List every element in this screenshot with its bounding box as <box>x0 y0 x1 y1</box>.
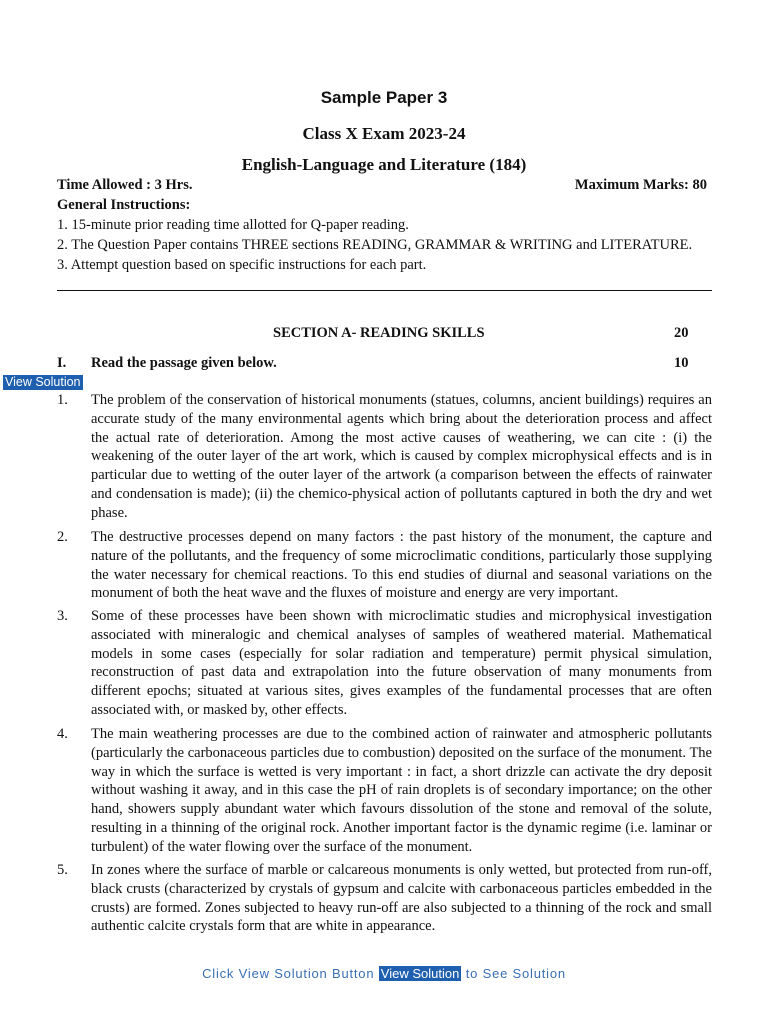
footer-text-after: to See Solution <box>461 966 566 981</box>
footer-text-before: Click View Solution Button <box>202 966 379 981</box>
subject-title: English-Language and Literature (184) <box>241 155 527 174</box>
paragraph-number: 2. <box>57 529 68 545</box>
paragraph-text: The problem of the conservation of historical monuments (statues, columns, ancient buildings) requires an accurate study of the many environmental agents which bring about the deterioration process and affect the actual rate of deterioration. Among the most active causes of weathering, we can cite : (i) the weakening of the outer layer of the art work, which is caused by complex microphysical effects and is in particular due to wetting of the outer layer of the artwork (a comparison between the effects of rainwater and condensation is made); (ii) the chemico-physical action of pollutants captured in both the dry and wet phase. <box>91 392 712 521</box>
general-instructions-heading: General Instructions: <box>57 197 191 213</box>
passage-paragraph <box>57 725 712 857</box>
view-solution-button-footer[interactable]: View Solution <box>380 966 460 981</box>
time-allowed: Time Allowed : 3 Hrs. <box>57 177 193 193</box>
section-marks: 20 <box>674 325 689 341</box>
footer-hint <box>0 966 768 981</box>
exam-meta-row <box>57 177 707 194</box>
paragraph-text: The destructive processes depend on many factors : the past history of the monument, the capture and nature of the pollutants, and the frequency of some microclimatic conditions, particularly those supplying the water necessary for chemical reactions. To this end studies of diurnal and seasonal variations on the monument of both the heat wave and the fluxes of moisture and energy are very important. <box>91 529 712 602</box>
passage-paragraph <box>57 861 712 936</box>
passage-paragraph <box>57 607 712 720</box>
paragraph-number: 3. <box>57 608 68 624</box>
paragraph-text: In zones where the surface of marble or calcareous monuments is only wetted, but protected from run-off, black crusts (characterized by crystals of gypsum and calcite with carbonaceous particles embedded in the crusts) are formed. Zones subjected to heavy run-off are also subjected to a thinning of the rock and small authentic calcite crystals form that are white in appearance. <box>91 862 712 935</box>
paragraph-number: 4. <box>57 726 68 742</box>
class-title: Class X Exam 2023-24 <box>302 124 466 143</box>
section-title: SECTION A- READING SKILLS <box>273 325 485 341</box>
divider <box>57 290 712 291</box>
instruction-item: 3. Attempt question based on specific instructions for each part. <box>57 257 427 273</box>
question-number: I. <box>57 355 67 371</box>
passage-paragraph <box>57 391 712 523</box>
question-marks: 10 <box>674 355 689 371</box>
paragraph-text: Some of these processes have been shown with microclimatic studies and microphysical investigation associated with mineralogic and chemical analyses of samples of weathered material. Mathematical models in some cases (especially for solar radiation and temperature) permit physical simulation, reconstruction of past data and extrapolation into the future observation of many monuments from different epochs; situated at various sites, gives examples of the fundamental processes that are often associated with, or masked by, other effects. <box>91 608 712 718</box>
question-text: Read the passage given below. <box>91 355 277 371</box>
paragraph-number: 1. <box>57 392 68 408</box>
maximum-marks: Maximum Marks: 80 <box>574 177 707 193</box>
instruction-item: 2. The Question Paper contains THREE sections READING, GRAMMAR & WRITING and LITERATURE. <box>57 237 693 253</box>
paragraph-number: 5. <box>57 862 68 878</box>
passage-paragraph <box>57 528 712 603</box>
instruction-item: 1. 15-minute prior reading time allotted for Q-paper reading. <box>57 217 409 233</box>
view-solution-button[interactable]: View Solution <box>5 375 81 389</box>
paper-title: Sample Paper 3 <box>320 88 448 107</box>
paragraph-text: The main weathering processes are due to the combined action of rainwater and atmospheric pollutants (particularly the carbonaceous particles due to combustion) deposited on the surface of the monument. The way in which the surface is wetted is very important : in fact, a short drizzle can activate the dry deposit without washing it away, and in this case the pH of rain droplets is of secondary importance; on the other hand, showers supply abundant water which favours dissolution of the stone and removal of the solute, resulting in a thinning of the original rock. Another important factor is the dynamic regime (i.e. laminar or turbulent) of the water flowing over the surface of the monument. <box>91 726 712 855</box>
